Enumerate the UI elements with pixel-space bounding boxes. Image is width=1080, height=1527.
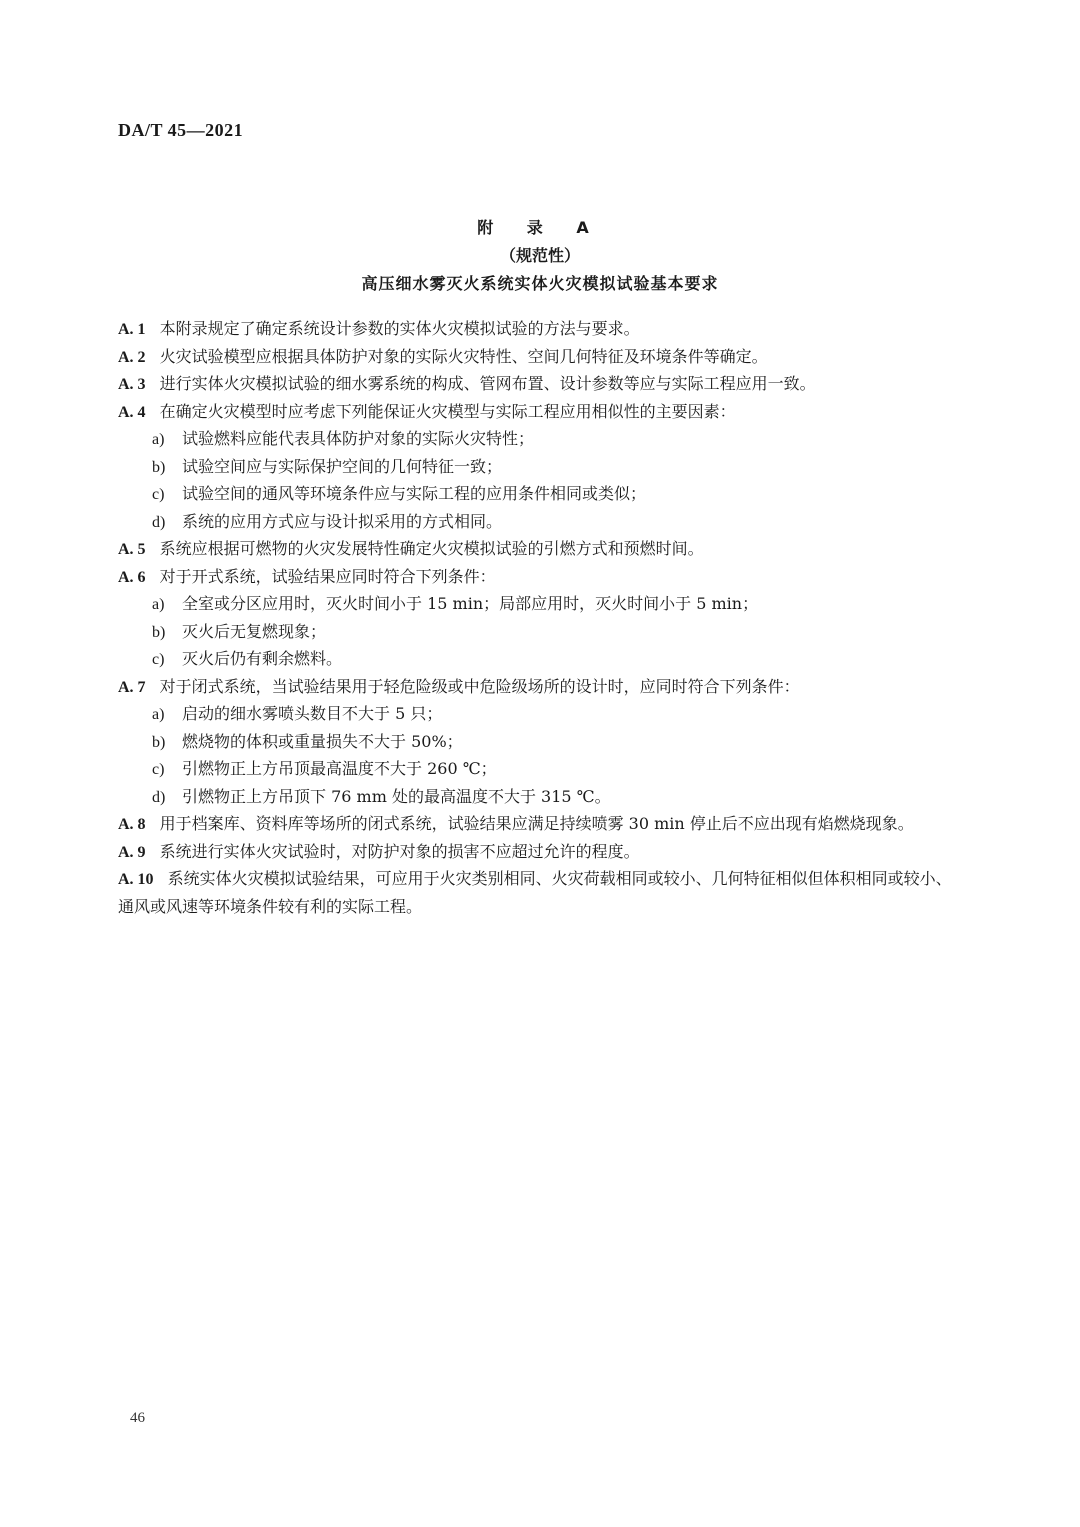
- standard-code: DA/T 45—2021: [118, 120, 244, 140]
- list-item: [118, 756, 954, 784]
- clause: [118, 344, 954, 372]
- list-item: [118, 729, 954, 757]
- list-item-label: b): [152, 623, 166, 641]
- list-item-label: b): [152, 733, 166, 751]
- list-item: [118, 509, 954, 537]
- clause: [118, 839, 954, 867]
- list-item-label: d): [152, 788, 166, 806]
- clause-text: 本附录规定了确定系统设计参数的实体火灾模拟试验的方法与要求。: [159, 319, 640, 338]
- clause-text: 进行实体火灾模拟试验的细水雾系统的构成、管网布置、设计参数等应与实际工程应用一致。: [159, 374, 816, 393]
- list-item: [118, 619, 954, 647]
- clause-number: A. 6: [118, 568, 146, 586]
- list-item: [118, 481, 954, 509]
- clause: [118, 536, 954, 564]
- list-item-text: 灭火后无复燃现象；: [182, 621, 327, 641]
- clause: [118, 316, 954, 344]
- clause-text: 火灾试验模型应根据具体防护对象的实际火灾特性、空间几何特征及环境条件等确定。: [159, 346, 768, 366]
- page-number: 46: [130, 1410, 145, 1426]
- clause: [118, 811, 954, 839]
- list-item: [118, 701, 954, 729]
- appendix-heading-block: [0, 214, 1080, 298]
- list-item-label: a): [152, 596, 165, 613]
- clause: [118, 674, 954, 702]
- clause: [118, 371, 954, 399]
- appendix-nature: （规范性）: [499, 246, 580, 265]
- list-item-text: 燃烧物的体积或重量损失不大于 50%；: [182, 731, 463, 751]
- clause: [118, 866, 954, 920]
- list-item-label: a): [152, 706, 165, 723]
- list-item-text: 全室或分区应用时，灭火时间小于 15 min；局部应用时，灭火时间小于 5 min；: [182, 594, 759, 613]
- clause-number: A. 4: [118, 403, 146, 421]
- list-item: [118, 784, 954, 812]
- clause-number: A. 5: [118, 541, 146, 558]
- clause-text: 对于开式系统，试验结果应同时符合下列条件：: [159, 566, 496, 586]
- appendix-title: 附 录 A: [477, 218, 603, 237]
- list-item-label: c): [152, 761, 165, 778]
- clause-number: A. 8: [118, 816, 146, 833]
- clause-text: 系统进行实体火灾试验时，对防护对象的损害不应超过允许的程度。: [159, 841, 640, 861]
- clause-text: 在确定火灾模型时应考虑下列能保证火灾模型与实际工程应用相似性的主要因素：: [159, 401, 736, 421]
- clause-number: A. 2: [118, 348, 146, 366]
- list-item: [118, 454, 954, 482]
- list-item-text: 引燃物正上方吊顶下 76 mm 处的最高温度不大于 315 ℃。: [182, 786, 611, 806]
- clause-text: 系统实体火灾模拟试验结果，可应用于火灾类别相同、火灾荷载相同或较小、几何特征相似但体积相同或较小、通风或风速等环境条件较有利的实际工程。: [118, 869, 952, 916]
- list-item: [118, 646, 954, 674]
- list-item-label: c): [152, 486, 165, 503]
- list-item-text: 启动的细水雾喷头数目不大于 5 只；: [182, 704, 443, 723]
- clause-text: 系统应根据可燃物的火灾发展特性确定火灾模拟试验的引燃方式和预燃时间。: [159, 539, 704, 558]
- list-item-text: 试验空间应与实际保护空间的几何特征一致；: [182, 456, 503, 476]
- clause-number: A. 7: [118, 678, 146, 696]
- appendix-body: [118, 316, 954, 920]
- list-item-label: b): [152, 458, 166, 476]
- clause-number: A. 10: [118, 871, 154, 888]
- list-item-text: 系统的应用方式应与设计拟采用的方式相同。: [182, 511, 503, 531]
- list-item-text: 试验空间的通风等环境条件应与实际工程的应用条件相同或类似；: [182, 484, 647, 503]
- list-item-text: 引燃物正上方吊顶最高温度不大于 260 ℃；: [182, 759, 497, 778]
- list-item-label: c): [152, 651, 165, 668]
- clause: [118, 399, 954, 427]
- list-item-label: d): [152, 513, 166, 531]
- clause-number: A. 1: [118, 321, 146, 338]
- clause-number: A. 3: [118, 376, 146, 393]
- list-item-label: a): [152, 431, 165, 448]
- clause-text: 对于闭式系统，当试验结果用于轻危险级或中危险级场所的设计时，应同时符合下列条件：: [159, 676, 800, 696]
- appendix-heading: 高压细水雾灭火系统实体火灾模拟试验基本要求: [361, 274, 719, 293]
- clause-number: A. 9: [118, 843, 146, 861]
- list-item: [118, 591, 954, 619]
- clause-text: 用于档案库、资料库等场所的闭式系统，试验结果应满足持续喷雾 30 min 停止后不应出现有焰燃烧现象。: [159, 814, 914, 833]
- clause: [118, 564, 954, 592]
- list-item: [118, 426, 954, 454]
- list-item-text: 试验燃料应能代表具体防护对象的实际火灾特性；: [182, 429, 535, 448]
- list-item-text: 灭火后仍有剩余燃料。: [182, 649, 343, 668]
